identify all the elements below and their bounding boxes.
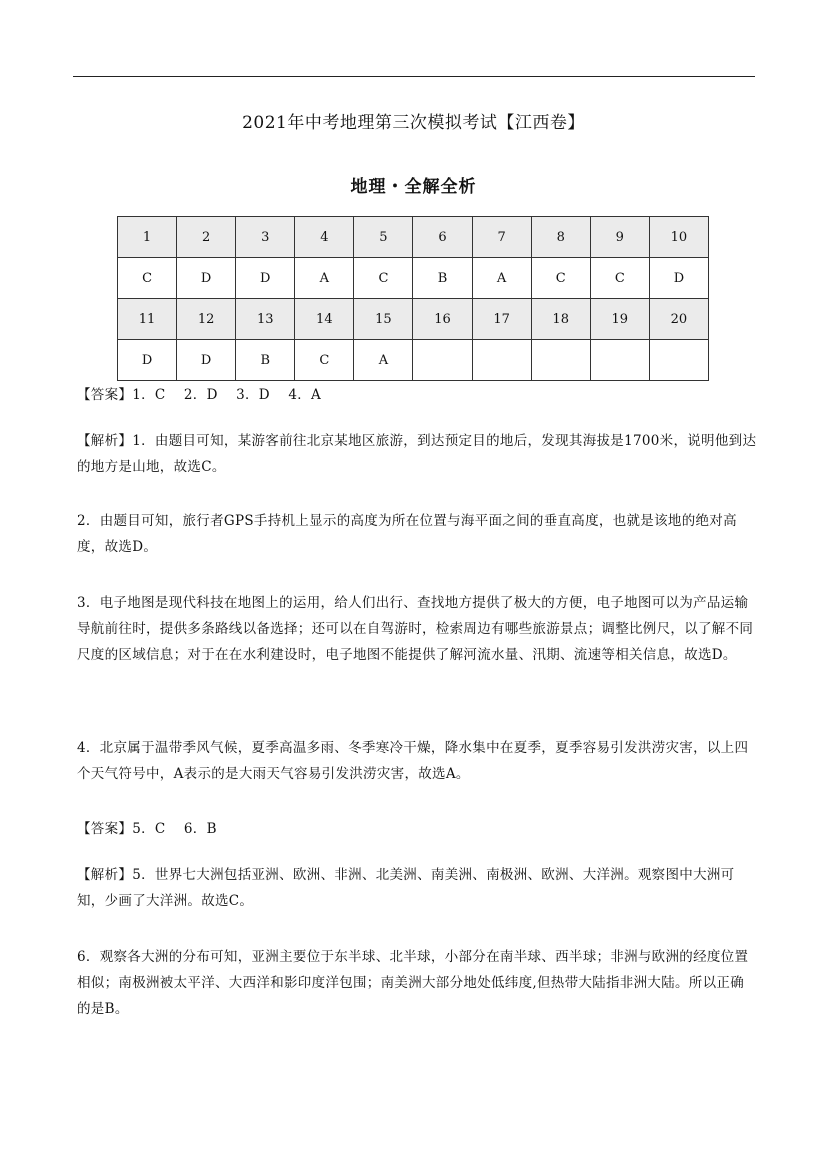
table-cell: 13 <box>236 299 295 340</box>
table-cell: 6 <box>413 217 472 258</box>
answer-line-5-6: 【答案】5．C 6．B <box>77 821 217 837</box>
table-cell: 11 <box>118 299 177 340</box>
table-cell <box>531 340 590 381</box>
table-cell <box>472 340 531 381</box>
table-cell: C <box>590 258 649 299</box>
document-title: 2021年中考地理第三次模拟考试【江西卷】 <box>242 113 585 133</box>
analysis-q5: 【解析】5．世界七大洲包括亚洲、欧洲、非洲、北美洲、南美洲、南极洲、欧洲、大洋洲。观察图中大洲可知，少画了大洋洲。故选C。 <box>77 867 735 909</box>
table-cell: 19 <box>590 299 649 340</box>
table-cell <box>590 340 649 381</box>
table-cell: 7 <box>472 217 531 258</box>
answer-line-1-4: 【答案】1．C 2．D 3．D 4．A <box>77 387 322 403</box>
table-cell: D <box>649 258 708 299</box>
table-cell: C <box>531 258 590 299</box>
table-cell: 14 <box>295 299 354 340</box>
table-cell: C <box>354 258 413 299</box>
table-cell: D <box>177 340 236 381</box>
question-number-row <box>118 299 709 340</box>
table-cell: A <box>295 258 354 299</box>
table-cell: D <box>236 258 295 299</box>
table-cell <box>413 340 472 381</box>
table-cell <box>649 340 708 381</box>
table-cell: 10 <box>649 217 708 258</box>
document-subtitle: 地理・全解全析 <box>350 177 477 197</box>
table-cell: 18 <box>531 299 590 340</box>
table-cell: 1 <box>118 217 177 258</box>
table-cell: A <box>472 258 531 299</box>
table-cell: 5 <box>354 217 413 258</box>
table-cell: C <box>118 258 177 299</box>
table-cell: B <box>413 258 472 299</box>
answer-row <box>118 258 709 299</box>
answer-key-table <box>117 216 709 381</box>
question-number-row <box>118 217 709 258</box>
table-cell: 2 <box>177 217 236 258</box>
table-cell: D <box>177 258 236 299</box>
analysis-q6: 6．观察各大洲的分布可知，亚洲主要位于东半球、北半球，小部分在南半球、西半球；非洲与欧洲的经度位置相似；南极洲被太平洋、大西洋和影印度洋包围；南美洲大部分地处低纬度,但热带大陆指非洲大陆。所以正确的是B。 <box>77 949 749 1017</box>
table-cell: 8 <box>531 217 590 258</box>
table-cell: 15 <box>354 299 413 340</box>
answer-row <box>118 340 709 381</box>
analysis-q4: 4．北京属于温带季风气候，夏季高温多雨、冬季寒冷干燥，降水集中在夏季，夏季容易引发洪涝灾害，以上四个天气符号中，A表示的是大雨天气容易引发洪涝灾害，故选A。 <box>77 740 749 782</box>
table-cell: A <box>354 340 413 381</box>
table-cell: 4 <box>295 217 354 258</box>
analysis-q3: 3．电子地图是现代科技在地图上的运用，给人们出行、查找地方提供了极大的方便，电子地图可以为产品运输导航前往时，提供多条路线以备选择；还可以在自驾游时，检索周边有哪些旅游景点；调整比例尺，以了解不同尺度的区域信息；对于在在水利建设时，电子地图不能提供了解河流水量、汛期、流速等相关信息，故选D。 <box>77 595 754 663</box>
table-cell: B <box>236 340 295 381</box>
table-cell: 17 <box>472 299 531 340</box>
analysis-q1: 【解析】1．由题目可知，某游客前往北京某地区旅游，到达预定目的地后，发现其海拔是1700米，说明他到达的地方是山地，故选C。 <box>77 433 757 475</box>
table-cell: 16 <box>413 299 472 340</box>
table-cell: 20 <box>649 299 708 340</box>
table-cell: 12 <box>177 299 236 340</box>
analysis-q2: 2．由题目可知，旅行者GPS手持机上显示的高度为所在位置与海平面之间的垂直高度，也就是该地的绝对高度，故选D。 <box>77 513 737 555</box>
table-cell: C <box>295 340 354 381</box>
header-rule <box>73 76 755 77</box>
table-cell: 3 <box>236 217 295 258</box>
table-cell: 9 <box>590 217 649 258</box>
table-cell: D <box>118 340 177 381</box>
